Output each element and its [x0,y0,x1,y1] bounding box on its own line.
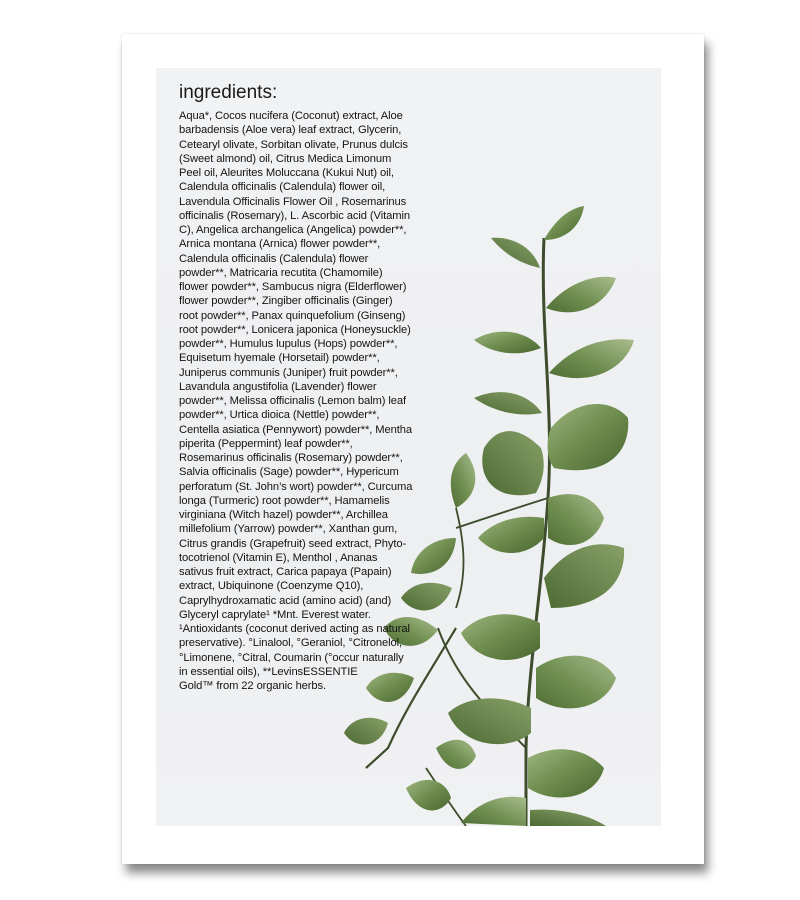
ingredients-heading: ingredients: [179,82,278,103]
eucalyptus-photo [156,68,661,826]
ingredients-list: Aqua*, Cocos nucifera (Coconut) extract, Aloe barbadensis (Aloe vera) leaf extract, Glycerin, Cetearyl olivate, Sorbitan olivate, Prunus dulcis (Sweet almond) oil, Citrus Medica Limonum Peel oil, Aleurites Moluccana (Kukui Nut) oil, Calendula officinalis (Calendula) flower oil, Lavendula Officinalis Flower Oil , Rosemarinus officinalis (Rosemary), L. Ascorbic acid (Vitamin C), Angelica archangelica (Angelica) powder**, Arnica montana (Arnica) flower powder**, Calendula officinalis (Calendula) flower powder**, Matricaria recutita (Chamomile) flower powder**, Sambucus nigra (Elderflower) flower powder**, Zingiber officinalis (Ginger) root powder**, Panax quinquefolium (Ginseng) root powder**, Lonicera japonica (Honeysuckle) powder**, Humulus lupulus (Hops) powder**, Equisetum hyemale (Horsetail) powder**, Juniperus communis (Juniper) fruit powder**, Lavandula angustifolia (Lavender) flower powder**, Melissa officinalis (Lemon balm) leaf powder**, Urtica dioica (Nettle) powder**, Centella asiatica (Pennywort) powder**, Mentha piperita (Peppermint) leaf powder**, Rosemarinus officinalis (Rosemary) powder**, Salvia officinalis (Sage) powder**, Hypericum perforatum (St. John’s wort) powder**, Curcuma longa (Turmeric) root powder**, Hamamelis virginiana (Witch hazel) powder**, Archillea millefolium (Yarrow) powder**, Xanthan gum, Citrus grandis (Grapefruit) seed extract, Phyto- tocotrienol (Vitamin E), Menthol , Ananas sativus fruit extract, Carica papaya (Papain) extract, Ubiquinone (Coenzyme Q10), Caprylhydroxamatic acid (amino acid) (and) Glyceryl caprylate¹ *Mnt. Everest water. ¹Antioxidants (coconut derived acting as natural preservative). °Linalool, °Geraniol, °Citronelol, °Limonene, °Citral, Coumarin (°occur naturally in essential oils), **LevinsESSENTIE Gold™ from 22 organic herbs. [179,110,413,692]
ingredients-text-block [179,81,441,693]
poster-frame [122,34,704,864]
